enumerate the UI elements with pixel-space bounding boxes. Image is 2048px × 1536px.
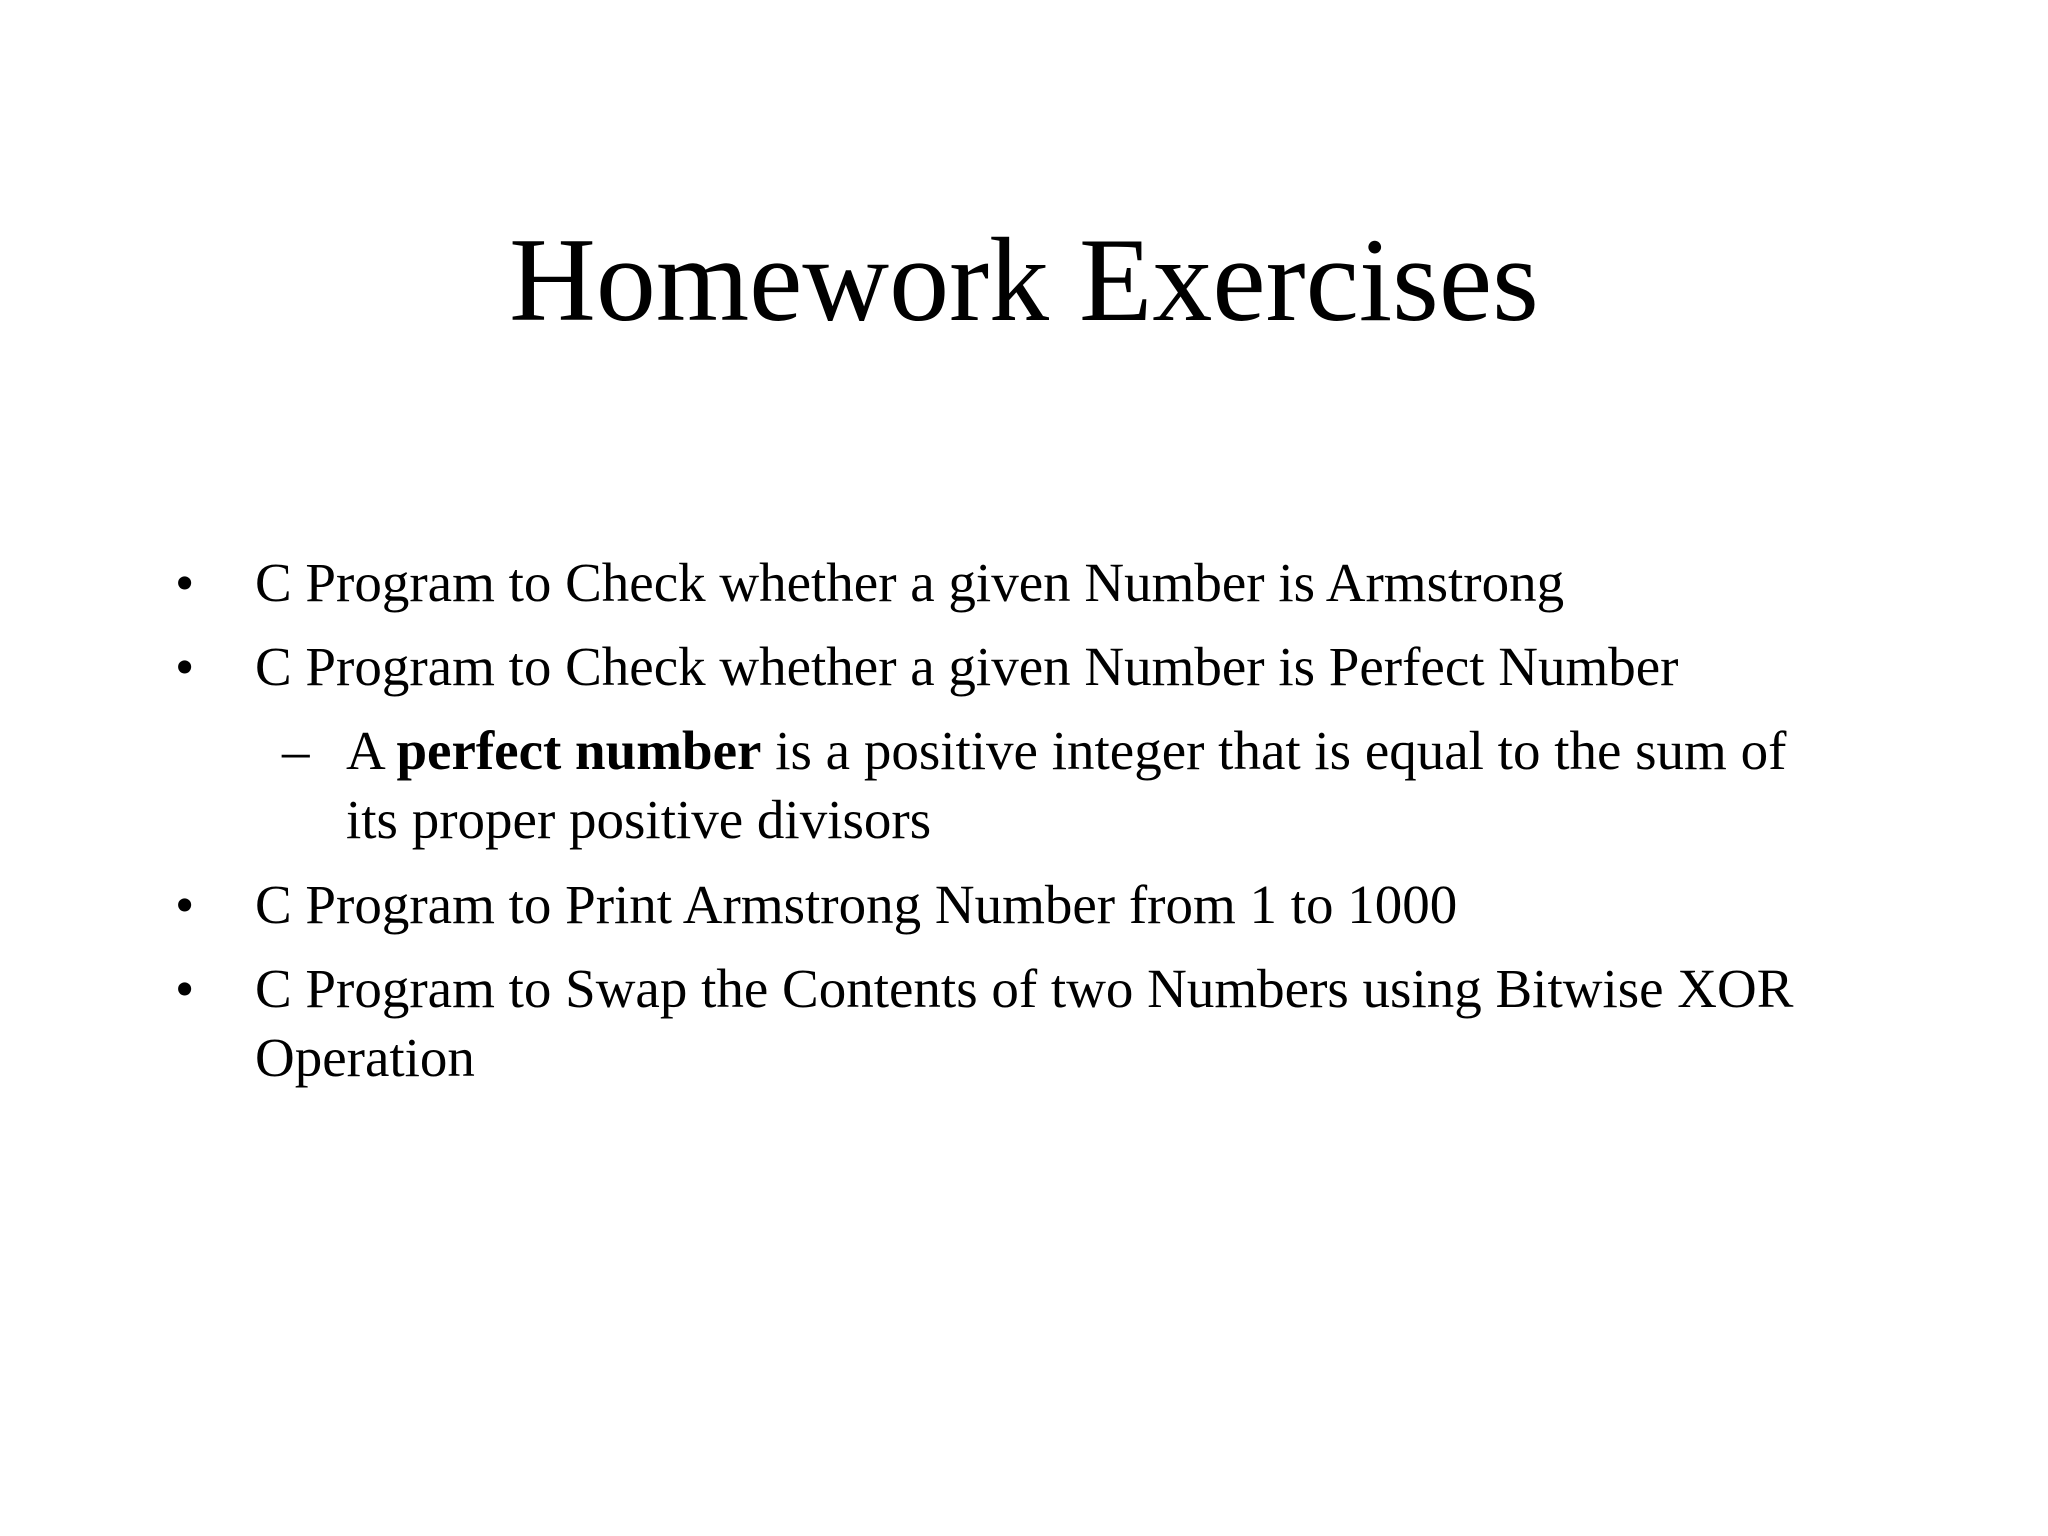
list-item-text: C Program to Check whether a given Number is Perfect Number bbox=[255, 636, 1679, 697]
definition-suffix: is a positive integer that is equal to the sum of bbox=[761, 720, 1787, 781]
dash-icon: – bbox=[282, 720, 310, 781]
list-item-line-1: C Program to Swap the Contents of two Numbers using Bitwise XOR bbox=[255, 958, 1794, 1019]
sub-list-item-line-1 bbox=[346, 716, 1786, 785]
list-item-text: C Program to Print Armstrong Number from 1 to 1000 bbox=[255, 874, 1458, 935]
bullet-icon: • bbox=[175, 636, 195, 697]
bullet-icon: • bbox=[175, 552, 195, 613]
defined-term: perfect number bbox=[396, 720, 762, 781]
list-item-text: C Program to Check whether a given Number is Armstrong bbox=[255, 552, 1565, 613]
definition-prefix: A bbox=[346, 720, 397, 781]
bullet-icon: • bbox=[175, 958, 195, 1019]
list-item-text bbox=[255, 954, 1793, 1092]
slide-title: Homework Exercises bbox=[509, 213, 1539, 346]
sub-list-item-text bbox=[346, 716, 1786, 854]
list-item-line-2: Operation bbox=[255, 1027, 475, 1088]
sub-list-item-line-2: its proper positive divisors bbox=[346, 789, 932, 850]
bullet-icon: • bbox=[175, 874, 195, 935]
